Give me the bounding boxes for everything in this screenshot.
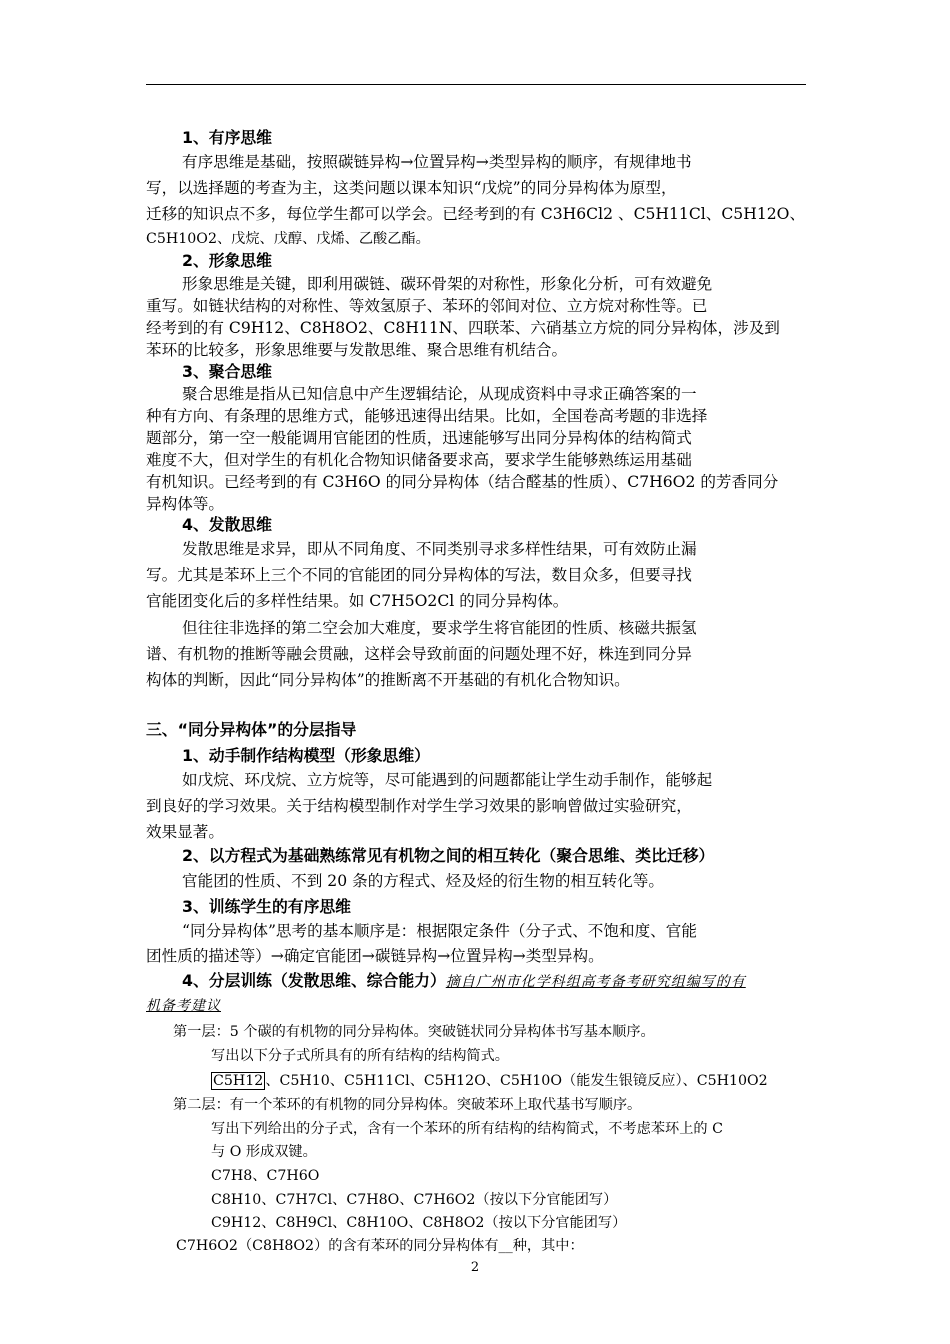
paragraph-line: 苯环的比较多，形象思维要与发散思维、聚合思维有机结合。: [146, 341, 568, 359]
subsection-title: 2、以方程式为基础熟练常见有机物之间的相互转化（聚合思维、类比迁移）: [182, 846, 715, 865]
paragraph-line: 写，以选择题的考查为主，这类问题以课本知识“戊烷”的同分异构体为原型，: [146, 179, 677, 197]
paragraph-line: 聚合思维是指从已知信息中产生逻辑结论，从现成资料中寻求正确答案的一: [182, 385, 697, 403]
page-number: 2: [470, 1260, 480, 1275]
paragraph-line: 官能团的性质、不到 20 条的方程式、烃及烃的衍生物的相互转化等。: [182, 872, 664, 890]
formula-line: C8H10、C7H7Cl、C7H8O、C7H6O2（按以下分官能团写）: [211, 1192, 618, 1208]
subsection-title: 3、训练学生的有序思维: [182, 897, 351, 916]
paragraph-line: 但往往非选择的第二空会加大难度，要求学生将官能团的性质、核磁共振氢: [182, 619, 697, 637]
paragraph-line: 有机知识。已经考到的有 C3H6O 的同分异构体（结合醛基的性质）、C7H6O2 的芳香同分: [146, 473, 779, 491]
source-note: 机备考建议: [146, 998, 221, 1014]
paragraph-line: 有序思维是基础，按照碳链异构→位置异构→类型异构的顺序，有规律地书: [182, 153, 692, 171]
header-rule: [146, 84, 806, 85]
subsection-title: 1、动手制作结构模型（形象思维）: [182, 746, 430, 765]
formula-line: C9H12、C8H9Cl、C8H10O、C8H8O2（按以下分官能团写）: [211, 1215, 627, 1231]
paragraph-line: 发散思维是求异，即从不同角度、不同类别寻求多样性结果，可有效防止漏: [182, 540, 697, 558]
formula-line: [211, 1071, 768, 1091]
section-title-convergent-thinking: 3、聚合思维: [182, 362, 272, 381]
paragraph-line: 重写。如链状结构的对称性、等效氢原子、苯环的邻间对位、立方烷对称性等。已: [146, 297, 708, 315]
paragraph-line: 到良好的学习效果。关于结构模型制作对学生学习效果的影响曾做过实验研究，: [146, 797, 692, 815]
section-title-image-thinking: 2、形象思维: [182, 251, 272, 270]
section-title-divergent-thinking: 4、发散思维: [182, 515, 272, 534]
paragraph-line: 效果显著。: [146, 823, 224, 841]
level-line: 第一层：5 个碳的有机物的同分异构体。突破链状同分异构体书写基本顺序。: [173, 1024, 655, 1040]
level-line: 第二层：有一个苯环的有机物的同分异构体。突破苯环上取代基书写顺序。: [173, 1097, 642, 1113]
paragraph-line: 异构体等。: [146, 495, 224, 513]
level-line: 与 O 形成双键。: [211, 1144, 317, 1160]
level-line: 写出以下分子式所具有的所有结构的结构简式。: [211, 1048, 509, 1064]
formula-list: 、C5H10、C5H11Cl、C5H12O、C5H10O（能发生银镜反应）、C5H10O2: [265, 1073, 768, 1089]
paragraph-line: “同分异构体”思考的基本顺序是：根据限定条件（分子式、不饱和度、官能: [182, 922, 697, 940]
source-note: 摘自广州市化学科组高考备考研究组编写的有: [445, 974, 746, 990]
boxed-formula: C5H12: [213, 1073, 264, 1089]
level-line: 写出下列给出的分子式，含有一个苯环的所有结构的结构简式，不考虑苯环上的 C: [211, 1121, 723, 1137]
paragraph-line: 写。尤其是苯环上三个不同的官能团的同分异构体的写法，数目众多，但要寻找: [146, 566, 692, 584]
formula-line: C7H8、C7H6O: [211, 1168, 320, 1184]
part-heading: 三、“同分异构体”的分层指导: [146, 720, 357, 739]
subsection-line: [182, 971, 746, 992]
paragraph-line: 如戊烷、环戊烷、立方烷等，尽可能遇到的问题都能让学生动手制作，能够起: [182, 771, 713, 789]
paragraph-line: C5H10O2、戊烷、戊醇、戊烯、乙酸乙酯。: [146, 231, 430, 247]
paragraph-line: 迁移的知识点不多，每位学生都可以学会。已经考到的有 C3H6Cl2 、C5H11Cl、C5H12O、: [146, 205, 806, 223]
paragraph-line: 谱、有机物的推断等融会贯融，这样会导致前面的问题处理不好，株连到同分异: [146, 645, 692, 663]
paragraph-line: 经考到的有 C9H12、C8H8O2、C8H11N、四联苯、六硝基立方烷的同分异构体，涉及到: [146, 319, 780, 337]
subsection-title: 4、分层训练（发散思维、综合能力）: [182, 971, 446, 990]
paragraph-line: 难度不大，但对学生的有机化合物知识储备要求高，要求学生能够熟练运用基础: [146, 451, 692, 469]
paragraph-line: 构体的判断，因此“同分异构体”的推断离不开基础的有机化合物知识。: [146, 671, 630, 689]
paragraph-line: 题部分，第一空一般能调用官能团的性质，迅速能够写出同分异构体的结构简式: [146, 429, 692, 447]
formula-line: C7H6O2（C8H8O2）的含有苯环的同分异构体有__种，其中：: [176, 1238, 584, 1254]
paragraph-line: 团性质的描述等）→确定官能团→碳链异构→位置异构→类型异构。: [146, 947, 604, 965]
paragraph-line: 种有方向、有条理的思维方式，能够迅速得出结果。比如，全国卷高考题的非选择: [146, 407, 708, 425]
section-title-ordered-thinking: 1、有序思维: [182, 128, 272, 147]
paragraph-line: 形象思维是关键，即利用碳链、碳环骨架的对称性，形象化分析，可有效避免: [182, 275, 713, 293]
paragraph-line: 官能团变化后的多样性结果。如 C7H5O2Cl 的同分异构体。: [146, 592, 569, 610]
